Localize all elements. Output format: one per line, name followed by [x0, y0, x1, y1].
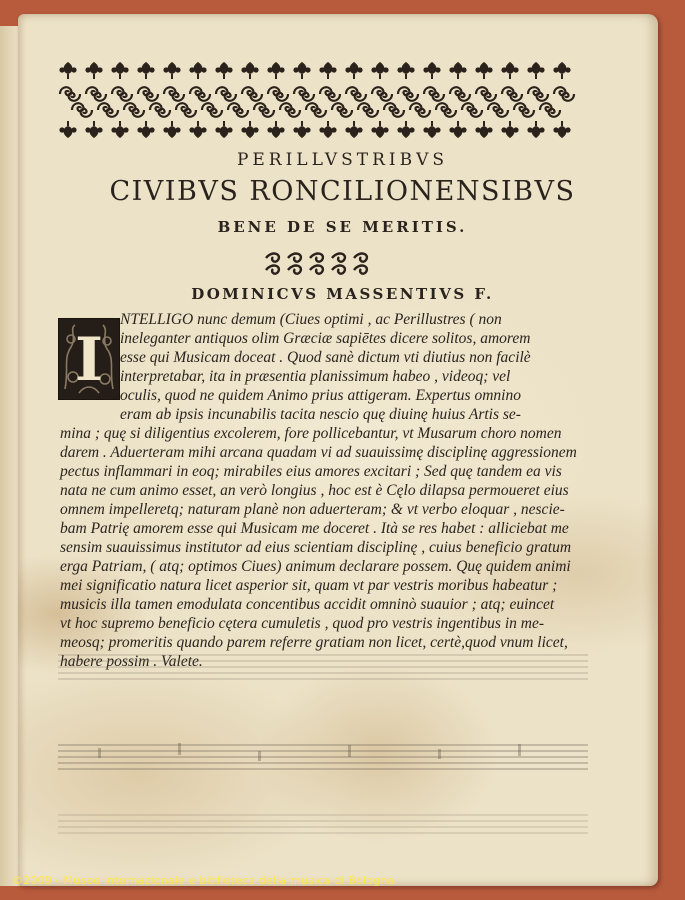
copyright-notice: ©2009 - Museo internazionale e biblioteca della musica di Bologna	[12, 874, 395, 887]
initial-letter: I	[74, 325, 104, 395]
dedication-title-line-1: PERILLVSTRIBVS	[236, 150, 449, 170]
dedication-title-line-2: CIVIBVS RONCILIONENSIBVS	[109, 176, 576, 207]
body-line: eram ab ipsis incunabilis tacita nescio quę diuinę huius Artis se-	[120, 406, 521, 423]
small-ornament	[262, 250, 374, 276]
body-line: sensim suauissimus institutor ad eius scientiam disciplinę , cuius beneficio gratum	[60, 539, 572, 556]
body-line: mina ; quę si diligentius excolerem, fore pollicebantur, vt Musarum choro nomen	[60, 425, 562, 442]
body-line: mei significatio natura licet asperior sit, quam vt par vestris moribus habeatur ;	[60, 577, 558, 594]
body-line: NTELLIGO nunc demum (Ciues optimi , ac Perillustres ( non	[120, 311, 502, 328]
body-line: oculis, quod ne quidem Animo prius attigeram. Expertus omnino	[120, 387, 521, 404]
body-line: meosq; promeritis quando parem referre gratiam non licet, certè,quod vnum licet,	[60, 634, 568, 651]
body-line: ineleganter antiquos olim Græciæ sapiētes dicere solitos, amorem	[120, 330, 531, 347]
body-line: erga Patriam, ( atq; optimos Ciues) animum declarare possem. Quę quidem animi	[60, 558, 571, 575]
author-line: DOMINICVS MASSENTIVS F.	[191, 285, 494, 303]
body-line: bam Patrię amorem esse qui Musicam me doceret . Ità se res habet : alliciebat me	[60, 520, 569, 537]
body-line: nata ne cum animo esset, an verò longius , hoc est è Cęlo dilapsa permoueret eius	[60, 482, 569, 499]
body-line: habere possim . Valete.	[60, 653, 203, 670]
body-line: vt hoc supremo beneficio cętera cumuletis , quod pro vestris ingentibus in me-	[60, 615, 544, 632]
decorated-initial	[58, 318, 120, 400]
body-line: pectus inflammari in eoq; mirabiles eius amores excitari ; Sed quę tandem ea vis	[60, 463, 562, 480]
body-line: esse qui Musicam doceat . Quod sanè dictum vti diutius non facilè	[120, 349, 531, 366]
body-line: omnem impelleretq; naturam planè non aduerteram; & vt verbo eloquar , nescie-	[60, 501, 565, 518]
body-line: musicis illa tamen emodulata concentibus accidit omninò suauior ; atq; euincet	[60, 596, 555, 613]
dedication-title-line-3: BENE DE SE MERITIS.	[217, 218, 468, 236]
header-ornament	[58, 60, 584, 140]
show-through-staves	[58, 645, 598, 845]
body-line: interpretabar, ita in præsentia planissimum habeo , videoq; vel	[120, 368, 511, 385]
body-line: darem . Aduerteram mihi arcana quadam vi ad suauissimę disciplinę aggressionem	[60, 444, 577, 461]
